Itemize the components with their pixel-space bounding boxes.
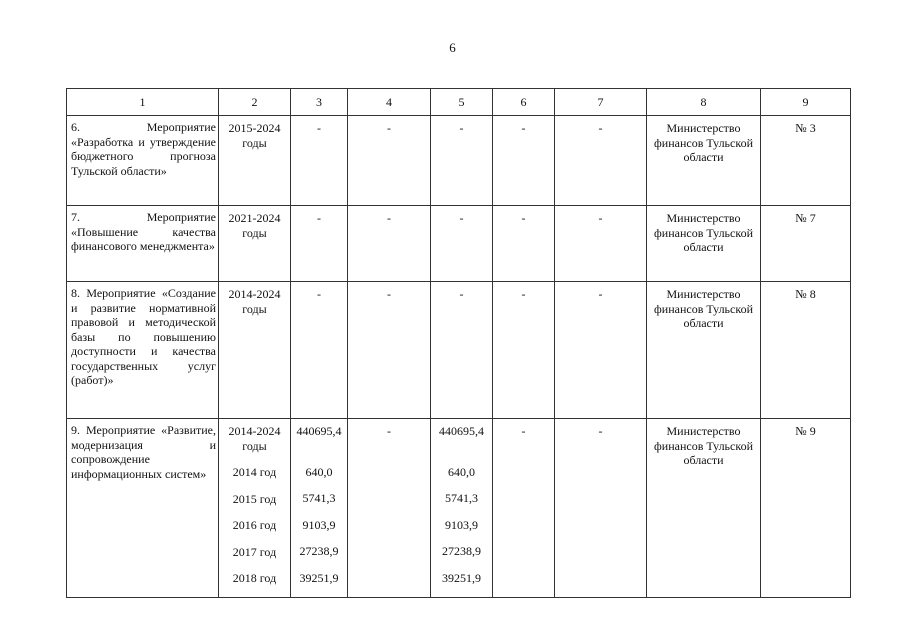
table-row: [67, 206, 851, 282]
year-label: 2016 год: [232, 518, 277, 532]
year-label: 2018 год: [232, 571, 277, 585]
responsible-executor: Министерство финансов Тульской области: [647, 282, 761, 419]
activity-period: 2015-2024 годы: [219, 116, 291, 206]
cell-value: -: [555, 282, 647, 419]
column-number: 6: [493, 89, 555, 116]
yearly-value: 640,0: [305, 464, 333, 479]
cell-value: -: [348, 419, 431, 598]
column-number: 8: [647, 89, 761, 116]
responsible-executor: Министерство финансов Тульской области: [647, 206, 761, 282]
column-number-row: [67, 89, 851, 116]
table-row: [67, 116, 851, 206]
cell-value: -: [555, 206, 647, 282]
cell-value: -: [431, 116, 493, 206]
document-number: № 8: [761, 282, 851, 419]
column-number: 3: [291, 89, 348, 116]
document-number: № 3: [761, 116, 851, 206]
total-funding-value: 440695,4: [296, 424, 342, 438]
column-number: 5: [431, 89, 493, 116]
column-number: 4: [348, 89, 431, 116]
cell-value: -: [348, 206, 431, 282]
yearly-value: 27238,9: [442, 544, 481, 558]
cell-value: -: [555, 116, 647, 206]
total-funding-block: [291, 419, 348, 598]
cell-value: -: [431, 282, 493, 419]
activity-period: 2014-2024 годы: [228, 424, 281, 453]
page-number: 6: [449, 40, 456, 55]
yearly-value: 5741,3: [445, 491, 478, 505]
column-number: 1: [67, 89, 219, 116]
total-funding-value: 440695,4: [439, 424, 484, 438]
year-label: 2015 год: [232, 491, 277, 506]
budget-funding-block: [431, 419, 493, 598]
cell-value: -: [493, 419, 555, 598]
cell-value: -: [348, 282, 431, 419]
activity-period: 2014-2024 годы: [219, 282, 291, 419]
column-number: 2: [219, 89, 291, 116]
year-label: 2017 год: [232, 544, 277, 559]
activities-table: [66, 88, 851, 598]
table-row: [67, 419, 851, 598]
activity-period: 2021-2024 годы: [219, 206, 291, 282]
activity-name: 9. Мероприятие «Развитие, модернизация и сопровождение информационных систем»: [67, 419, 219, 598]
responsible-executor: Министерство финансов Тульской области: [647, 419, 761, 598]
yearly-value: 39251,9: [442, 570, 481, 585]
activity-name: 6. Мероприятие «Разработка и утверждение бюджетного прогноза Тульской области»: [67, 116, 219, 206]
activity-name: 7. Мероприятие «Повышение качества финансового менеджмента»: [67, 206, 219, 282]
table-row: [67, 282, 851, 419]
activity-name: 8. Мероприятие «Создание и развитие нормативной правовой и методической базы по повышению доступности и качества государственных услуг (работ)»: [67, 282, 219, 419]
cell-value: -: [291, 206, 348, 282]
cell-value: -: [431, 206, 493, 282]
year-label: 2014 год: [232, 465, 277, 479]
cell-value: -: [493, 206, 555, 282]
yearly-value: 27238,9: [299, 544, 339, 558]
cell-value: -: [493, 282, 555, 419]
column-number: 9: [761, 89, 851, 116]
cell-value: -: [291, 116, 348, 206]
cell-value: -: [555, 419, 647, 598]
yearly-value: 9103,9: [302, 517, 336, 532]
document-number: № 7: [761, 206, 851, 282]
yearly-value: 9103,9: [445, 517, 478, 532]
document-number: № 9: [761, 419, 851, 598]
cell-value: -: [348, 116, 431, 206]
yearly-value: 5741,3: [302, 491, 336, 505]
responsible-executor: Министерство финансов Тульской области: [647, 116, 761, 206]
cell-value: -: [291, 282, 348, 419]
yearly-value: 39251,9: [299, 570, 339, 585]
cell-value: -: [493, 116, 555, 206]
yearly-value: 640,0: [448, 464, 475, 479]
activity-period-block: [219, 419, 291, 598]
column-number: 7: [555, 89, 647, 116]
